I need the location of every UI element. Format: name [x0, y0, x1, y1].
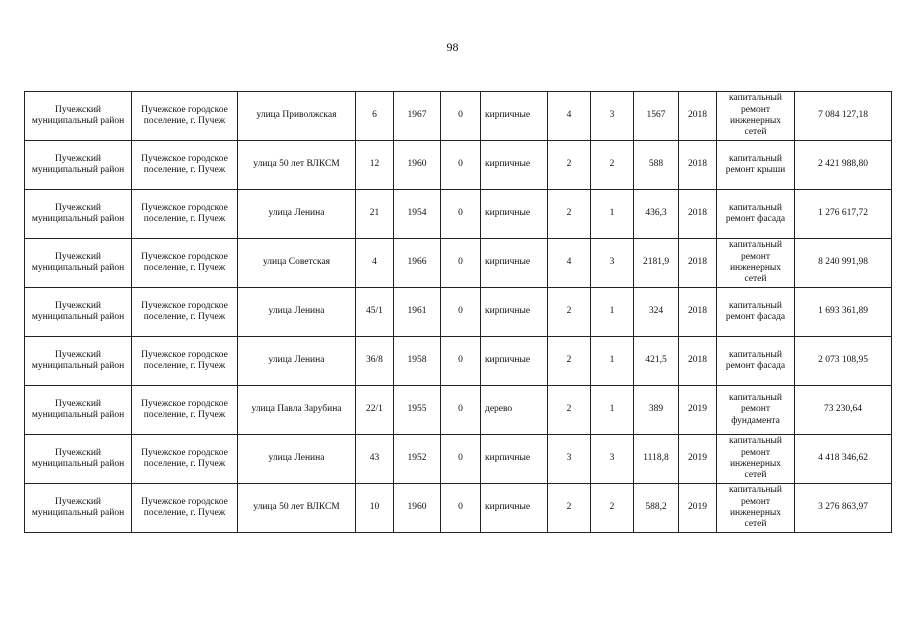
entrances-cell: 2 — [591, 484, 634, 533]
district-cell: Пучежский муниципальный район — [25, 239, 132, 288]
table-row — [25, 435, 892, 484]
house-number-cell: 10 — [356, 484, 394, 533]
floors-cell: 2 — [548, 484, 591, 533]
district-cell: Пучежский муниципальный район — [25, 484, 132, 533]
street-cell: улица Ленина — [238, 435, 356, 484]
entrances-cell: 3 — [591, 435, 634, 484]
zero-value-cell: 0 — [441, 386, 481, 435]
settlement-cell: Пучежское городское поселение, г. Пучеж — [132, 484, 238, 533]
wall-material-cell: кирпичные — [481, 92, 548, 141]
house-number-cell: 45/1 — [356, 288, 394, 337]
work-type-cell: капитальный ремонт инженерных сетей — [717, 92, 795, 141]
floors-cell: 2 — [548, 190, 591, 239]
table-row — [25, 190, 892, 239]
floors-cell: 4 — [548, 239, 591, 288]
build-year-cell: 1967 — [394, 92, 441, 141]
table-row — [25, 92, 892, 141]
work-type-cell: капитальный ремонт фасада — [717, 288, 795, 337]
work-type-cell: капитальный ремонт крыши — [717, 141, 795, 190]
street-cell: улица Ленина — [238, 288, 356, 337]
wall-material-cell: кирпичные — [481, 484, 548, 533]
build-year-cell: 1966 — [394, 239, 441, 288]
work-type-cell: капитальный ремонт фасада — [717, 337, 795, 386]
wall-material-cell: кирпичные — [481, 288, 548, 337]
area-cell: 1567 — [634, 92, 679, 141]
area-cell: 421,5 — [634, 337, 679, 386]
zero-value-cell: 0 — [441, 239, 481, 288]
work-type-cell: капитальный ремонт инженерных сетей — [717, 239, 795, 288]
area-cell: 588,2 — [634, 484, 679, 533]
zero-value-cell: 0 — [441, 484, 481, 533]
settlement-cell: Пучежское городское поселение, г. Пучеж — [132, 92, 238, 141]
wall-material-cell: кирпичные — [481, 239, 548, 288]
zero-value-cell: 0 — [441, 141, 481, 190]
build-year-cell: 1958 — [394, 337, 441, 386]
cost-cell: 73 230,64 — [795, 386, 892, 435]
entrances-cell: 1 — [591, 337, 634, 386]
district-cell: Пучежский муниципальный район — [25, 337, 132, 386]
cost-cell: 3 276 863,97 — [795, 484, 892, 533]
build-year-cell: 1952 — [394, 435, 441, 484]
district-cell: Пучежский муниципальный район — [25, 141, 132, 190]
entrances-cell: 1 — [591, 386, 634, 435]
work-type-cell: капитальный ремонт фасада — [717, 190, 795, 239]
house-number-cell: 36/8 — [356, 337, 394, 386]
settlement-cell: Пучежское городское поселение, г. Пучеж — [132, 190, 238, 239]
settlement-cell: Пучежское городское поселение, г. Пучеж — [132, 288, 238, 337]
floors-cell: 2 — [548, 141, 591, 190]
street-cell: улица Ленина — [238, 337, 356, 386]
table-row — [25, 337, 892, 386]
area-cell: 588 — [634, 141, 679, 190]
cost-cell: 2 421 988,80 — [795, 141, 892, 190]
area-cell: 2181,9 — [634, 239, 679, 288]
wall-material-cell: дерево — [481, 386, 548, 435]
district-cell: Пучежский муниципальный район — [25, 288, 132, 337]
cost-cell: 8 240 991,98 — [795, 239, 892, 288]
district-cell: Пучежский муниципальный район — [25, 435, 132, 484]
zero-value-cell: 0 — [441, 337, 481, 386]
table-row — [25, 239, 892, 288]
house-number-cell: 43 — [356, 435, 394, 484]
table-row — [25, 386, 892, 435]
area-cell: 1118,8 — [634, 435, 679, 484]
house-number-cell: 12 — [356, 141, 394, 190]
house-number-cell: 6 — [356, 92, 394, 141]
floors-cell: 2 — [548, 288, 591, 337]
house-number-cell: 22/1 — [356, 386, 394, 435]
district-cell: Пучежский муниципальный район — [25, 92, 132, 141]
entrances-cell: 2 — [591, 141, 634, 190]
plan-year-cell: 2018 — [679, 190, 717, 239]
cost-cell: 4 418 346,62 — [795, 435, 892, 484]
table-row — [25, 288, 892, 337]
district-cell: Пучежский муниципальный район — [25, 386, 132, 435]
house-number-cell: 21 — [356, 190, 394, 239]
area-cell: 436,3 — [634, 190, 679, 239]
entrances-cell: 3 — [591, 239, 634, 288]
settlement-cell: Пучежское городское поселение, г. Пучеж — [132, 337, 238, 386]
house-number-cell: 4 — [356, 239, 394, 288]
street-cell: улица Советская — [238, 239, 356, 288]
street-cell: улица Ленина — [238, 190, 356, 239]
work-type-cell: капитальный ремонт инженерных сетей — [717, 484, 795, 533]
area-cell: 389 — [634, 386, 679, 435]
plan-year-cell: 2019 — [679, 386, 717, 435]
plan-year-cell: 2018 — [679, 92, 717, 141]
wall-material-cell: кирпичные — [481, 337, 548, 386]
page-number: 98 — [446, 40, 459, 54]
wall-material-cell: кирпичные — [481, 141, 548, 190]
area-cell: 324 — [634, 288, 679, 337]
build-year-cell: 1960 — [394, 484, 441, 533]
plan-year-cell: 2019 — [679, 435, 717, 484]
floors-cell: 2 — [548, 337, 591, 386]
build-year-cell: 1960 — [394, 141, 441, 190]
work-type-cell: капитальный ремонт инженерных сетей — [717, 435, 795, 484]
work-type-cell: капитальный ремонт фундамента — [717, 386, 795, 435]
plan-year-cell: 2018 — [679, 288, 717, 337]
zero-value-cell: 0 — [441, 435, 481, 484]
repair-program-table — [24, 91, 892, 533]
plan-year-cell: 2018 — [679, 337, 717, 386]
table-body — [25, 92, 892, 533]
plan-year-cell: 2018 — [679, 141, 717, 190]
district-cell: Пучежский муниципальный район — [25, 190, 132, 239]
table-row — [25, 141, 892, 190]
floors-cell: 2 — [548, 386, 591, 435]
build-year-cell: 1961 — [394, 288, 441, 337]
street-cell: улица Приволжская — [238, 92, 356, 141]
settlement-cell: Пучежское городское поселение, г. Пучеж — [132, 435, 238, 484]
cost-cell: 7 084 127,18 — [795, 92, 892, 141]
zero-value-cell: 0 — [441, 288, 481, 337]
street-cell: улица 50 лет ВЛКСМ — [238, 484, 356, 533]
wall-material-cell: кирпичные — [481, 190, 548, 239]
settlement-cell: Пучежское городское поселение, г. Пучеж — [132, 141, 238, 190]
floors-cell: 3 — [548, 435, 591, 484]
floors-cell: 4 — [548, 92, 591, 141]
build-year-cell: 1954 — [394, 190, 441, 239]
entrances-cell: 3 — [591, 92, 634, 141]
build-year-cell: 1955 — [394, 386, 441, 435]
zero-value-cell: 0 — [441, 190, 481, 239]
zero-value-cell: 0 — [441, 92, 481, 141]
cost-cell: 1 276 617,72 — [795, 190, 892, 239]
street-cell: улица 50 лет ВЛКСМ — [238, 141, 356, 190]
street-cell: улица Павла Зарубина — [238, 386, 356, 435]
entrances-cell: 1 — [591, 288, 634, 337]
plan-year-cell: 2018 — [679, 239, 717, 288]
plan-year-cell: 2019 — [679, 484, 717, 533]
settlement-cell: Пучежское городское поселение, г. Пучеж — [132, 239, 238, 288]
settlement-cell: Пучежское городское поселение, г. Пучеж — [132, 386, 238, 435]
wall-material-cell: кирпичные — [481, 435, 548, 484]
cost-cell: 2 073 108,95 — [795, 337, 892, 386]
cost-cell: 1 693 361,89 — [795, 288, 892, 337]
table-row — [25, 484, 892, 533]
entrances-cell: 1 — [591, 190, 634, 239]
